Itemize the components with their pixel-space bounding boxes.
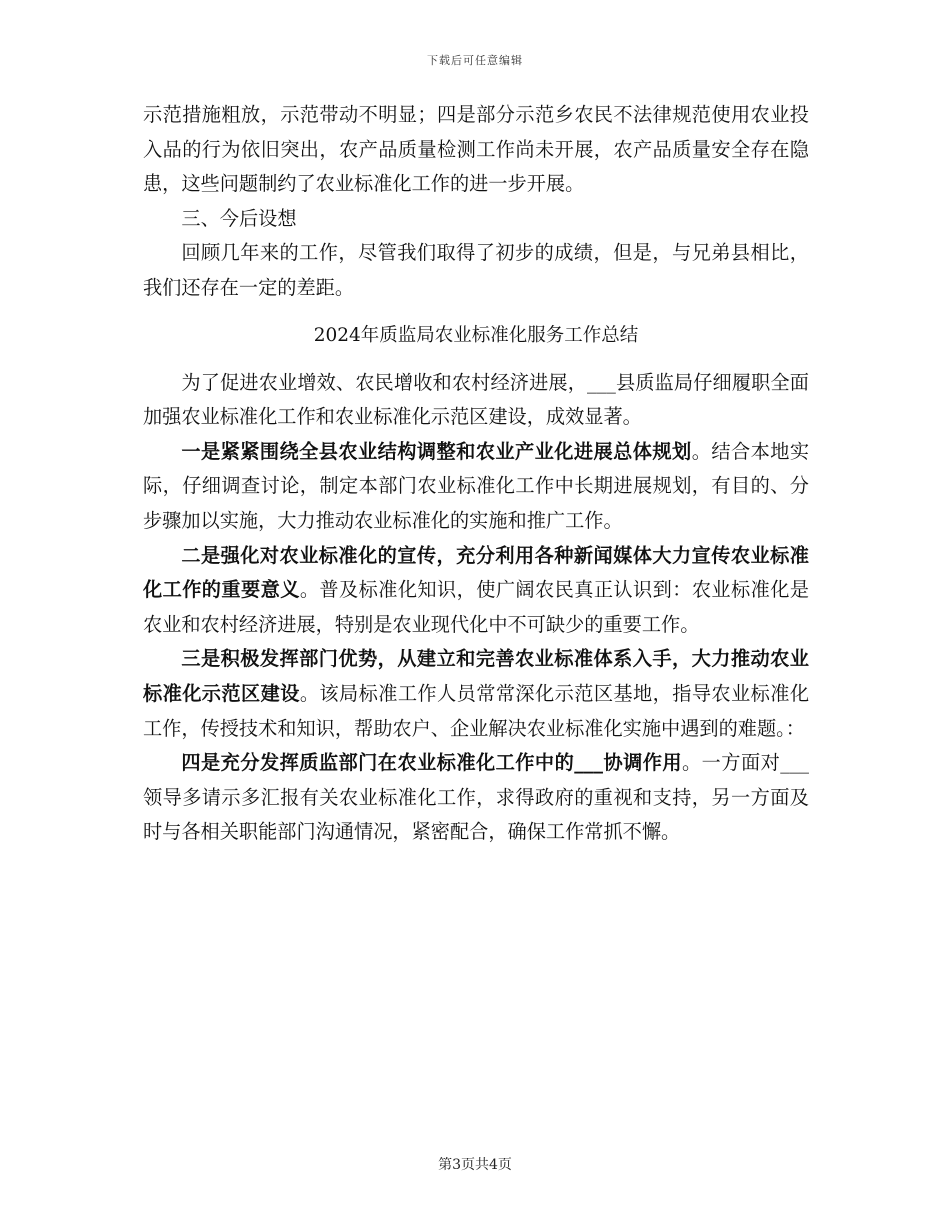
paragraph-review: 回顾几年来的工作，尽管我们取得了初步的成绩，但是，与兄弟县相比，我们还存在一定的差距。 [143, 241, 809, 299]
point-4-text: 。一方面对___领导多请示多汇报有关农业标准化工作，求得政府的重视和支持，另一方面及时与各相关职能部门沟通情况，紧密配合，确保工作常抓不懈。 [143, 751, 810, 844]
paragraph-point-4 [143, 746, 809, 850]
point-1-text: 。结合本地实际，仔细调查讨论，制定本部门农业标准化工作中长期进展规划，有目的、分步骤加以实施，大力推动农业标准化的实施和推广工作。 [143, 439, 810, 532]
point-1-lead: 一是紧紧围绕全县农业结构调整和农业产业化进展总体规划 [181, 439, 692, 463]
paragraph-intro: 为了促进农业增效、农民增收和农村经济进展，___县质监局仔细履职全面加强农业标准化工作和农业标准化示范区建设，成效显著。 [143, 370, 809, 429]
point-3-text: 。该局标准工作人员常常深化示范区基地，指导农业标准化工作，传授技术和知识，帮助农户、企业解决农业标准化实施中遇到的难题。： [143, 681, 810, 740]
point-2-text: 。普及标准化知识，使广阔农民真正认识到：农业标准化是农业和农村经济进展，特别是农业现代化中不可缺少的重要工作。 [143, 578, 810, 636]
paragraph-point-3 [143, 642, 809, 746]
paragraph-continued: 示范措施粗放，示范带动不明显；四是部分示范乡农民不法律规范使用农业投入品的行为依旧突出，农产品质量检测工作尚未开展，农产品质量安全存在隐患，这些问题制约了农业标准化工作的进一步开展。 [143, 103, 809, 196]
paragraph-point-2 [143, 539, 809, 643]
section-heading: 三、今后设想 [181, 206, 297, 230]
document-body [143, 98, 809, 850]
page-header: 下载后可任意编辑 [427, 54, 523, 67]
document-title: 2024年质监局农业标准化服务工作总结 [313, 324, 639, 346]
page-footer: 第3页共4页 [438, 1157, 512, 1173]
point-2-lead: 二是强化对农业标准化的宣传，充分利用各种新闻媒体大力宣传农业标准化工作的重要意义 [143, 543, 809, 602]
point-3-lead: 三是积极发挥部门优势，从建立和完善农业标准体系入手，大力推动农业标准化示范区建设 [143, 647, 809, 705]
point-4-lead: 四是充分发挥质监部门在农业标准化工作中的___协调作用 [181, 751, 683, 775]
paragraph-point-1 [143, 435, 809, 539]
